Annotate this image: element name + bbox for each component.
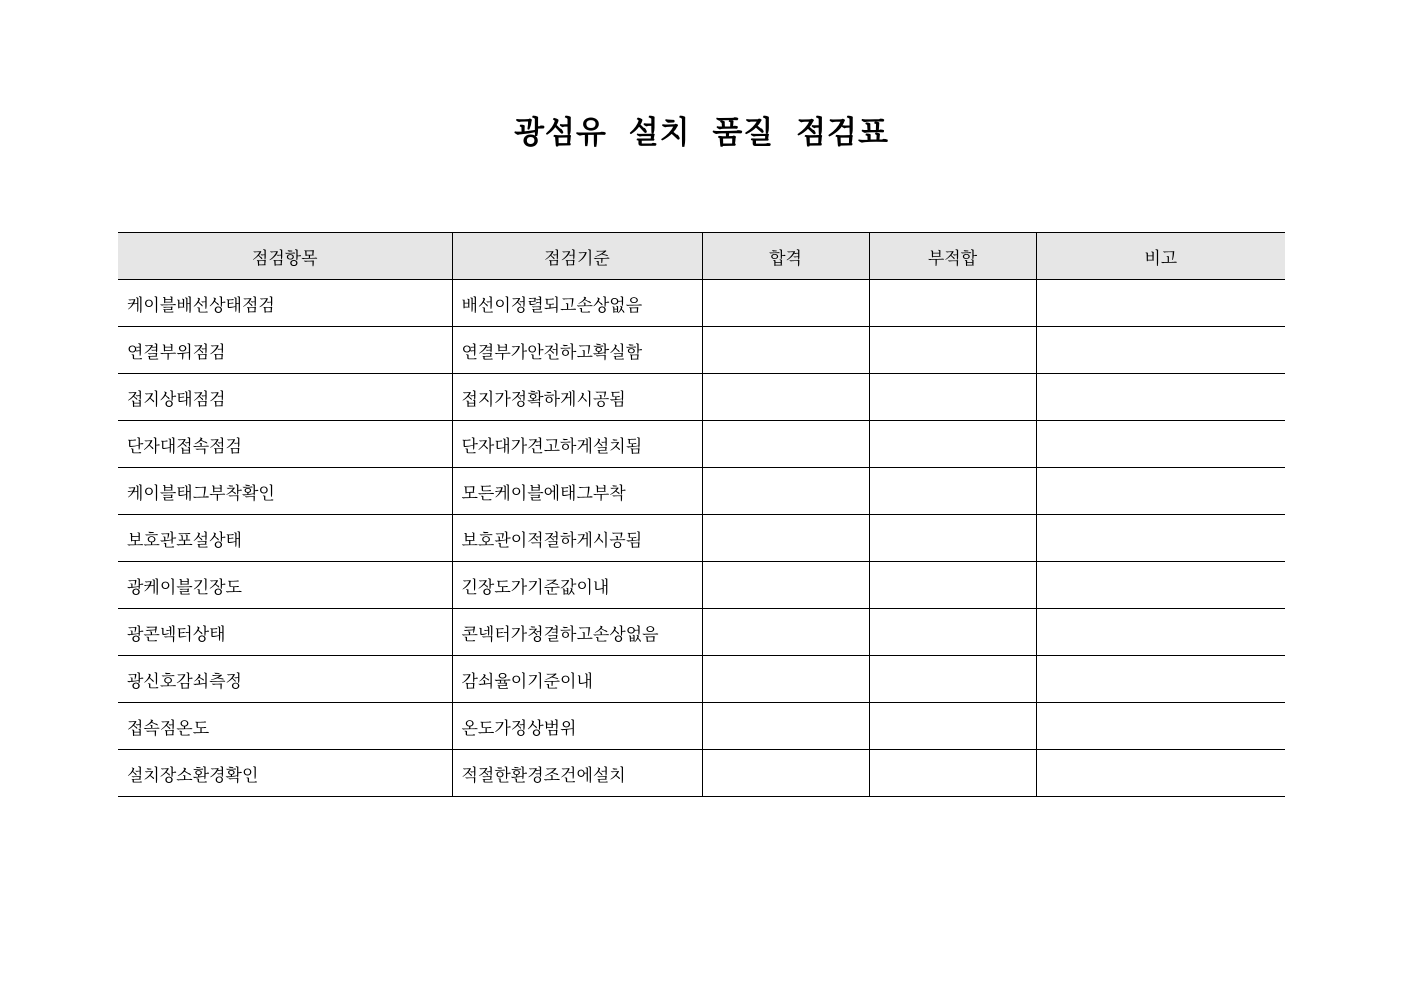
- pass-cell: [702, 468, 869, 515]
- inspection-item-cell: 광콘넥터상태: [118, 609, 452, 656]
- header-pass: 합격: [702, 233, 869, 280]
- fail-cell: [869, 374, 1036, 421]
- table-header: [118, 233, 1285, 280]
- table-row: [118, 421, 1285, 468]
- table-row: [118, 703, 1285, 750]
- inspection-criterion-cell: 배선이정렬되고손상없음: [452, 280, 702, 327]
- pass-cell: [702, 609, 869, 656]
- inspection-criterion-cell: 콘넥터가청결하고손상없음: [452, 609, 702, 656]
- fail-cell: [869, 656, 1036, 703]
- table-body: [118, 280, 1285, 797]
- note-cell: [1036, 609, 1285, 656]
- pass-cell: [702, 327, 869, 374]
- inspection-criterion-cell: 접지가정확하게시공됨: [452, 374, 702, 421]
- table-row: [118, 374, 1285, 421]
- table-row: [118, 750, 1285, 797]
- pass-cell: [702, 562, 869, 609]
- table-row: [118, 280, 1285, 327]
- table-row: [118, 562, 1285, 609]
- pass-cell: [702, 421, 869, 468]
- header-inspection-criterion: 점검기준: [452, 233, 702, 280]
- header-inspection-item: 점검항목: [118, 233, 452, 280]
- table-row: [118, 327, 1285, 374]
- inspection-checklist-table: [118, 232, 1285, 797]
- fail-cell: [869, 515, 1036, 562]
- inspection-item-cell: 단자대접속점검: [118, 421, 452, 468]
- note-cell: [1036, 703, 1285, 750]
- inspection-item-cell: 접속점온도: [118, 703, 452, 750]
- note-cell: [1036, 656, 1285, 703]
- inspection-item-cell: 설치장소환경확인: [118, 750, 452, 797]
- fail-cell: [869, 562, 1036, 609]
- fail-cell: [869, 468, 1036, 515]
- fail-cell: [869, 280, 1036, 327]
- table-row: [118, 468, 1285, 515]
- inspection-item-cell: 보호관포설상태: [118, 515, 452, 562]
- table-row: [118, 515, 1285, 562]
- note-cell: [1036, 515, 1285, 562]
- fail-cell: [869, 327, 1036, 374]
- inspection-item-cell: 광신호감쇠측정: [118, 656, 452, 703]
- note-cell: [1036, 421, 1285, 468]
- pass-cell: [702, 374, 869, 421]
- inspection-item-cell: 접지상태점검: [118, 374, 452, 421]
- fail-cell: [869, 609, 1036, 656]
- fail-cell: [869, 703, 1036, 750]
- inspection-item-cell: 케이블배선상태점검: [118, 280, 452, 327]
- pass-cell: [702, 656, 869, 703]
- fail-cell: [869, 750, 1036, 797]
- inspection-item-cell: 광케이블긴장도: [118, 562, 452, 609]
- fail-cell: [869, 421, 1036, 468]
- inspection-criterion-cell: 보호관이적절하게시공됨: [452, 515, 702, 562]
- inspection-criterion-cell: 긴장도가기준값이내: [452, 562, 702, 609]
- inspection-criterion-cell: 단자대가견고하게설치됨: [452, 421, 702, 468]
- pass-cell: [702, 280, 869, 327]
- pass-cell: [702, 703, 869, 750]
- header-fail: 부적합: [869, 233, 1036, 280]
- pass-cell: [702, 750, 869, 797]
- inspection-item-cell: 연결부위점검: [118, 327, 452, 374]
- inspection-criterion-cell: 적절한환경조건에설치: [452, 750, 702, 797]
- pass-cell: [702, 515, 869, 562]
- note-cell: [1036, 468, 1285, 515]
- inspection-criterion-cell: 모든케이블에태그부착: [452, 468, 702, 515]
- table-row: [118, 656, 1285, 703]
- note-cell: [1036, 750, 1285, 797]
- header-row: [118, 233, 1285, 280]
- inspection-criterion-cell: 연결부가안전하고확실함: [452, 327, 702, 374]
- note-cell: [1036, 374, 1285, 421]
- inspection-criterion-cell: 감쇠율이기준이내: [452, 656, 702, 703]
- note-cell: [1036, 562, 1285, 609]
- header-note: 비고: [1036, 233, 1285, 280]
- note-cell: [1036, 280, 1285, 327]
- document-title: 광섬유 설치 품질 점검표: [514, 115, 889, 151]
- note-cell: [1036, 327, 1285, 374]
- inspection-item-cell: 케이블태그부착확인: [118, 468, 452, 515]
- inspection-criterion-cell: 온도가정상범위: [452, 703, 702, 750]
- table-row: [118, 609, 1285, 656]
